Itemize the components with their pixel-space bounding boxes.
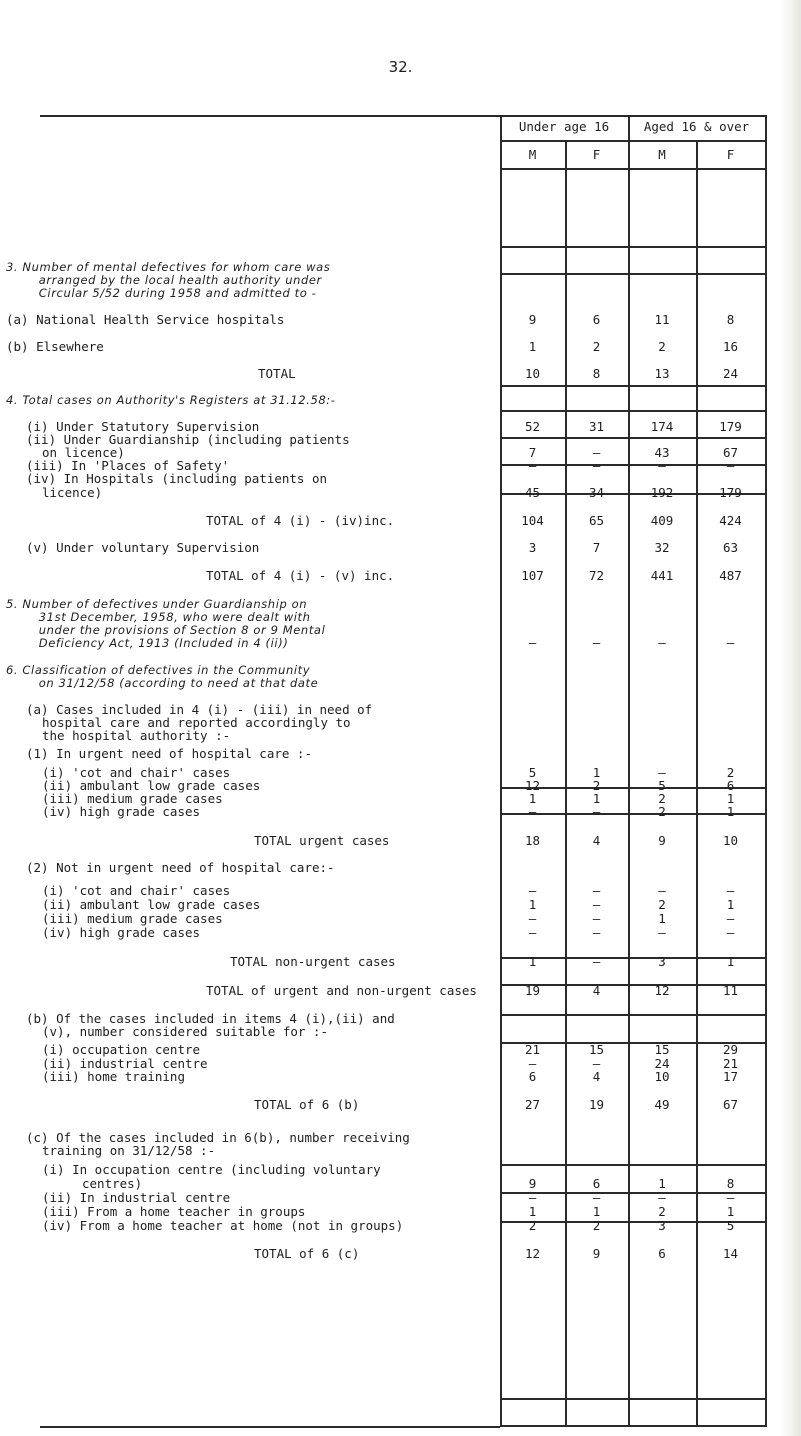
table-cell: 179 <box>719 419 742 434</box>
table-cell: 3 <box>658 954 666 969</box>
table-cell: 6 <box>726 778 735 793</box>
text-line: Deficiency Act, 1913 (Included in 4 (ii)) <box>26 636 289 650</box>
table-cell: 6 <box>658 1246 666 1261</box>
table-cell: 1 <box>592 1204 601 1219</box>
header-16-and-over: Aged 16 & over <box>643 119 750 134</box>
table-cell: – <box>592 635 601 650</box>
table-cell: – <box>592 1190 601 1205</box>
table-cell: – <box>658 883 666 898</box>
table-cell: 2 <box>592 339 601 354</box>
table-cell: – <box>726 1190 735 1205</box>
text-line: 6. Classification of defectives in the Community <box>6 663 311 677</box>
table-cell: 12 <box>524 778 541 793</box>
text-line: (i) occupation centre <box>42 1042 201 1057</box>
rule-row <box>500 1398 765 1400</box>
table-cell: 8 <box>726 1176 735 1191</box>
text-line: (a) Cases included in 4 (i) - (iii) in need of <box>26 702 373 717</box>
table-cell: 15 <box>588 1042 605 1057</box>
table-cell: 18 <box>524 833 541 848</box>
header-col-f: F <box>592 147 601 162</box>
text-line: TOTAL of 4 (i) - (v) inc. <box>206 568 395 583</box>
table-cell: 1 <box>726 804 735 819</box>
table-cell: 29 <box>722 1042 739 1057</box>
table-cell: 174 <box>650 419 674 434</box>
header-col-m: M <box>658 147 666 162</box>
table-cell: 24 <box>654 1056 670 1071</box>
text-line: (ii) Under Guardianship (including patients <box>26 432 350 447</box>
table-cell: – <box>726 925 735 940</box>
rule-top-left <box>40 115 500 117</box>
table-cell: 2 <box>658 1204 666 1219</box>
table-cell: – <box>658 635 666 650</box>
rule-row <box>500 246 765 248</box>
table-cell: – <box>528 911 537 926</box>
text-line: training on 31/12/58 :- <box>42 1143 216 1158</box>
table-cell: 16 <box>722 339 739 354</box>
text-line: centres) <box>82 1176 143 1191</box>
rule-bottom-left <box>40 1426 500 1428</box>
table-cell: 192 <box>650 485 674 500</box>
table-cell: 5 <box>528 765 537 780</box>
table-cell: 8 <box>592 366 601 381</box>
rule-header-2 <box>500 168 765 170</box>
table-cell: 10 <box>654 1069 670 1084</box>
table-cell: 9 <box>592 1246 601 1261</box>
table-cell: 9 <box>528 1176 537 1191</box>
table-cell: 4 <box>592 833 601 848</box>
table-cell: 2 <box>658 804 666 819</box>
text-line: TOTAL of 6 (c) <box>254 1246 360 1261</box>
page-number: 32. <box>388 58 413 76</box>
table-cell: 34 <box>588 485 605 500</box>
table-cell: – <box>592 458 601 473</box>
text-line: (iii) medium grade cases <box>42 911 223 926</box>
text-line: (i) Under Statutory Supervision <box>26 419 260 434</box>
table-cell: 107 <box>521 568 544 583</box>
table-cell: 8 <box>726 312 735 327</box>
text-line: TOTAL of 4 (i) - (iv)inc. <box>206 513 395 528</box>
table-cell: 1 <box>592 765 601 780</box>
table-cell: 6 <box>592 1176 601 1191</box>
table-cell: 19 <box>588 1097 605 1112</box>
table-cell: 13 <box>654 366 670 381</box>
text-line: (2) Not in urgent need of hospital care:- <box>26 860 335 875</box>
table-cell: – <box>528 635 537 650</box>
table-cell: 1 <box>726 897 735 912</box>
table-cell: 1 <box>658 1176 666 1191</box>
table-cell: 487 <box>719 568 742 583</box>
text-line: 5. Number of defectives under Guardianship on <box>6 597 308 611</box>
table-cell: 6 <box>592 312 601 327</box>
text-line: 31st December, 1958, who were dealt with <box>26 610 311 624</box>
rule-row <box>500 1164 765 1166</box>
table-cell: 45 <box>524 485 541 500</box>
table-cell: 19 <box>524 983 541 998</box>
table-cell: – <box>658 765 666 780</box>
text-line: (v), number considered suitable for :- <box>42 1024 328 1039</box>
table-cell: 67 <box>722 1097 739 1112</box>
table-cell: 4 <box>592 983 601 998</box>
text-line: (b) Elsewhere <box>6 339 104 354</box>
text-line: 3. Number of mental defectives for whom care was <box>6 260 331 274</box>
text-line: (1) In urgent need of hospital care :- <box>26 746 312 761</box>
table-cell: 31 <box>588 419 605 434</box>
table-cell: 2 <box>592 778 601 793</box>
table-cell: – <box>528 804 537 819</box>
page-edge-shadow <box>779 0 801 1436</box>
rule-row <box>500 273 765 275</box>
rule-header <box>500 140 765 142</box>
table-cell: – <box>726 458 735 473</box>
rule-row <box>500 410 765 412</box>
table-cell: – <box>528 1190 537 1205</box>
text-line: TOTAL non-urgent cases <box>230 954 396 969</box>
table-cell: – <box>658 458 666 473</box>
table-cell: 11 <box>722 983 739 998</box>
table-cell: 424 <box>719 513 742 528</box>
table-cell: 11 <box>654 312 670 327</box>
table-cell: 32 <box>654 540 670 555</box>
table-cell: 10 <box>722 833 739 848</box>
table-cell: 1 <box>592 791 601 806</box>
table-cell: 12 <box>654 983 670 998</box>
table-cell: 7 <box>592 540 601 555</box>
table-cell: 14 <box>722 1246 739 1261</box>
table-cell: – <box>592 804 601 819</box>
table-cell: 67 <box>722 445 739 460</box>
table-cell: – <box>528 883 537 898</box>
table-cell: – <box>726 911 735 926</box>
text-line: (i) 'cot and chair' cases <box>42 765 231 780</box>
table-cell: 65 <box>588 513 605 528</box>
text-line: (c) Of the cases included in 6(b), number receiving <box>26 1130 410 1145</box>
table-cell: 1 <box>726 791 735 806</box>
rule-row <box>500 1425 765 1427</box>
table-cell: 49 <box>654 1097 670 1112</box>
table-cell: 2 <box>658 897 666 912</box>
table-cell: 1 <box>726 1204 735 1219</box>
rule-top <box>500 115 765 117</box>
text-line: (ii) ambulant low grade cases <box>42 897 261 912</box>
text-line: (iii) home training <box>42 1069 185 1084</box>
table-cell: 4 <box>592 1069 601 1084</box>
table-cell: 63 <box>722 540 739 555</box>
text-line: under the provisions of Section 8 or 9 Mental <box>26 623 326 637</box>
table-cell: 21 <box>524 1042 541 1057</box>
table-cell: 1 <box>528 1204 537 1219</box>
table-cell: – <box>658 1190 666 1205</box>
table-cell: 24 <box>722 366 739 381</box>
table-cell: 17 <box>722 1069 739 1084</box>
rule-left <box>500 115 502 1427</box>
text-line: hospital care and reported accordingly to <box>42 715 351 730</box>
table-cell: 409 <box>650 513 674 528</box>
text-line: TOTAL of urgent and non-urgent cases <box>206 983 477 998</box>
table-cell: 1 <box>658 911 666 926</box>
table-cell: 441 <box>650 568 674 583</box>
table-cell: – <box>592 883 601 898</box>
table-cell: 1 <box>726 954 735 969</box>
rule-col-4 <box>696 140 698 1427</box>
table-cell: 6 <box>528 1069 537 1084</box>
text-line: (iv) high grade cases <box>42 925 201 940</box>
rule-right <box>765 115 767 1427</box>
table-cell: 1 <box>528 954 537 969</box>
table-cell: 12 <box>524 1246 541 1261</box>
text-line: (iv) From a home teacher at home (not in groups) <box>42 1218 404 1233</box>
table-cell: – <box>528 458 537 473</box>
table-cell: 2 <box>726 765 735 780</box>
text-line: (iii) medium grade cases <box>42 791 223 806</box>
table-cell: 2 <box>528 1218 537 1233</box>
text-line: the hospital authority :- <box>42 728 231 743</box>
text-line: (b) Of the cases included in items 4 (i),(ii) and <box>26 1011 395 1026</box>
text-line: (iii) From a home teacher in groups <box>42 1204 306 1219</box>
text-line: (i) In occupation centre (including voluntary <box>42 1162 381 1177</box>
text-line: (iii) In 'Places of Safety' <box>26 458 230 473</box>
table-cell: 9 <box>658 833 666 848</box>
table-cell: 2 <box>658 339 666 354</box>
rule-row <box>500 437 765 439</box>
table-cell: 72 <box>588 568 605 583</box>
table-cell: 1 <box>528 791 537 806</box>
rule-row <box>500 385 765 387</box>
table-cell: – <box>592 1056 601 1071</box>
rule-col-2 <box>565 140 567 1427</box>
text-line: arranged by the local health authority under <box>26 273 322 287</box>
rule-col-3 <box>628 140 630 1427</box>
table-cell: – <box>592 445 601 460</box>
text-line: on 31/12/58 (according to need at that date <box>26 676 319 690</box>
text-line: licence) <box>42 485 103 500</box>
table-cell: 3 <box>658 1218 666 1233</box>
header-under-16: Under age 16 <box>518 119 610 134</box>
text-line: (ii) ambulant low grade cases <box>42 778 261 793</box>
text-line: (iv) high grade cases <box>42 804 201 819</box>
rule-row <box>500 1014 765 1016</box>
table-cell: – <box>726 883 735 898</box>
text-line: (v) Under voluntary Supervision <box>26 540 260 555</box>
table-cell: 15 <box>654 1042 670 1057</box>
table-cell: 5 <box>658 778 666 793</box>
table-cell: 52 <box>524 419 541 434</box>
text-line: TOTAL <box>258 366 296 381</box>
table-cell: – <box>592 897 601 912</box>
text-line: (ii) In industrial centre <box>42 1190 231 1205</box>
table-cell: 21 <box>722 1056 739 1071</box>
table-cell: 104 <box>521 513 544 528</box>
table-cell: 10 <box>524 366 541 381</box>
table-cell: – <box>592 911 601 926</box>
table-cell: 2 <box>658 791 666 806</box>
text-line: (i) 'cot and chair' cases <box>42 883 231 898</box>
table-cell: – <box>592 954 601 969</box>
text-line: 4. Total cases on Authority's Registers at 31.12.58:- <box>6 393 336 407</box>
text-line: TOTAL of 6 (b) <box>254 1097 360 1112</box>
table-cell: 27 <box>524 1097 541 1112</box>
text-line: TOTAL urgent cases <box>254 833 390 848</box>
table-cell: – <box>528 925 537 940</box>
table-cell: 2 <box>592 1218 601 1233</box>
text-line: (iv) In Hospitals (including patients on <box>26 471 328 486</box>
header-col-f: F <box>726 147 735 162</box>
table-cell: 179 <box>719 485 742 500</box>
table-cell: 7 <box>528 445 537 460</box>
table-cell: – <box>726 635 735 650</box>
table-cell: 5 <box>726 1218 735 1233</box>
text-line: Circular 5/52 during 1958 and admitted to - <box>26 286 317 300</box>
table-cell: 43 <box>654 445 670 460</box>
table-cell: – <box>658 925 666 940</box>
header-col-m: M <box>528 147 537 162</box>
text-line: (a) National Health Service hospitals <box>6 312 285 327</box>
text-line: (ii) industrial centre <box>42 1056 208 1071</box>
table-cell: 3 <box>528 540 537 555</box>
table-cell: 1 <box>528 339 537 354</box>
table-cell: – <box>528 1056 537 1071</box>
table-cell: 9 <box>528 312 537 327</box>
table-cell: 1 <box>528 897 537 912</box>
text-line: on licence) <box>42 445 125 460</box>
table-cell: – <box>592 925 601 940</box>
